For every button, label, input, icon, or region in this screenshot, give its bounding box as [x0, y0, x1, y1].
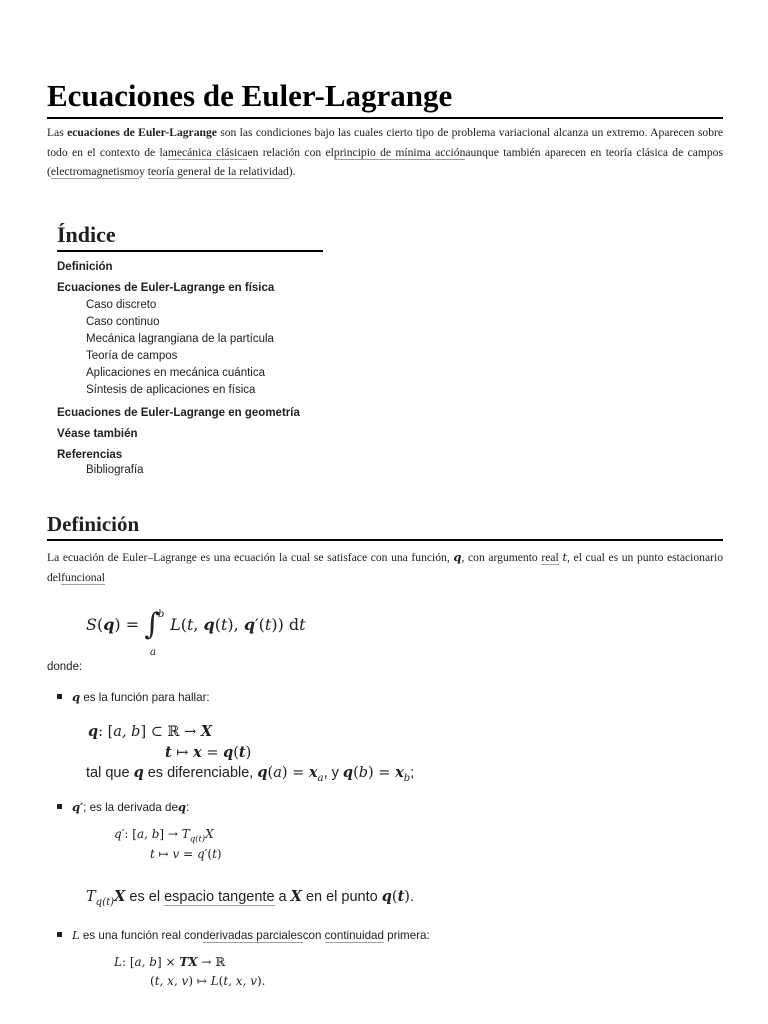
toc-subitem[interactable]: Bibliografía: [86, 464, 144, 476]
table-of-contents: [57, 220, 323, 479]
math-q: q: [177, 800, 187, 814]
definition-paragraph: [47, 547, 723, 588]
intro-bold-term: ecuaciones de Euler-Lagrange: [67, 126, 217, 139]
toc-subitem[interactable]: Mecánica lagrangiana de la partícula: [86, 333, 274, 345]
link-real[interactable]: real: [541, 551, 559, 564]
link-mecanica-clasica[interactable]: mecánica clásica: [167, 145, 248, 159]
toc-subitem[interactable]: Teoría de campos: [86, 350, 178, 362]
toc-item[interactable]: Referencias: [57, 449, 123, 461]
list-item-qprime: [57, 799, 189, 816]
math-L: L: [72, 928, 80, 942]
link-espacio-tangente[interactable]: espacio tangente: [164, 889, 275, 905]
tal-que-text: tal que: [86, 765, 134, 781]
toc-item[interactable]: Véase también: [57, 428, 138, 440]
item-L-text-1: es una función real con: [79, 929, 203, 942]
toc-subitem[interactable]: Aplicaciones en mecánica cuántica: [86, 367, 265, 379]
page-title: Ecuaciones de Euler-Lagrange: [47, 78, 723, 119]
tangent-space-line: $T_{q(t)}X$ es el espacio tangente a X en el punto q(t).: [86, 888, 414, 908]
toc-title: Índice: [57, 220, 323, 252]
math-map-L: L: [a, b] × TX → ℝ: [114, 955, 226, 969]
link-electromagnetismo[interactable]: electromagnetismo: [50, 165, 140, 178]
intro-text-3: en relación con el: [247, 145, 334, 159]
item-q-text: es la función para hallar:: [80, 691, 210, 704]
link-relatividad-general[interactable]: teoría general de la relatividad: [147, 165, 289, 178]
toc-item[interactable]: Ecuaciones de Euler-Lagrange en geometría: [57, 407, 300, 419]
math-q: q: [72, 690, 81, 704]
def-text-2: , con argumento: [461, 551, 542, 564]
intro-text-1: Las: [47, 126, 68, 139]
tal-que-line: tal que q es diferenciable, $q(a) = x_a$, y $q(b) = x_b$;: [86, 764, 415, 784]
toc-item[interactable]: Ecuaciones de Euler-Lagrange en física: [57, 282, 275, 294]
intro-text-6: ).: [288, 165, 296, 178]
item-L-text-2: con: [302, 929, 325, 942]
math-q: q: [453, 550, 462, 564]
toc-subitem[interactable]: Síntesis de aplicaciones en física: [86, 384, 256, 396]
functional-equation: S(q) = ∫ b a L(t, q(t), q′(t)) dt: [86, 607, 306, 658]
math-map-L-rule: (t, x, v) ↦ L(t, x, v).: [150, 974, 266, 988]
link-continuidad[interactable]: continuidad: [324, 929, 384, 942]
list-item-q: [57, 689, 210, 706]
intro-text-5: y: [139, 165, 148, 178]
math-map-q-rule: t ↦ x = q(t): [165, 744, 252, 761]
tal-que-text-3: , y: [323, 765, 343, 781]
tangent-text-3: en el punto: [301, 889, 382, 905]
item-qprime-text: ; es la derivada de: [83, 801, 178, 814]
math-map-qprime: q′: [a, $b] \to T_{q(t)}X$: [114, 827, 214, 844]
math-qprime: q′: [72, 800, 84, 814]
toc-subitem[interactable]: Caso continuo: [86, 316, 160, 328]
tangent-text-4: .: [409, 889, 414, 905]
section-heading-definicion: Definición: [47, 510, 723, 541]
math-t: t: [562, 550, 568, 564]
item-qprime-end: :: [186, 801, 190, 814]
tangent-text-2: a: [274, 889, 291, 905]
bullet-icon: [57, 694, 62, 699]
tangent-text-1: es el: [125, 889, 165, 905]
toc-list: [57, 259, 323, 479]
tal-que-text-4: ;: [410, 765, 415, 781]
intro-paragraph: [47, 123, 723, 182]
link-derivadas-parciales[interactable]: derivadas parciales: [202, 929, 303, 942]
bullet-icon: [57, 804, 62, 809]
math-map-qprime-rule: t ↦ v = q′(t): [150, 847, 222, 861]
tal-que-text-2: es diferenciable,: [143, 765, 258, 781]
toc-item[interactable]: Definición: [57, 261, 113, 273]
math-map-q: q: [a, b] ⊂ ℝ → X: [88, 723, 213, 740]
toc-subitem[interactable]: Caso discreto: [86, 299, 157, 311]
bullet-icon: [57, 932, 62, 937]
item-L-text-3: primera:: [387, 929, 430, 942]
def-text-1: La ecuación de Euler–Lagrange es una ecuación la cual se satisface con una función,: [47, 551, 454, 564]
intro-text-2: son las condiciones bajo las cuales cierto tipo de problema variacional alcanza un extremo. Aparecen sobre todo en el contexto de la: [47, 126, 723, 159]
def-text-3: , el cual es un punto estacionario del: [47, 551, 724, 584]
intro-text-4: aunque también aparecen en teoría clásica de campos (: [47, 145, 723, 178]
link-principio-minima-accion[interactable]: principio de mínima acción: [333, 145, 466, 159]
donde-label: donde:: [47, 661, 83, 673]
list-item-L: [57, 927, 430, 944]
link-funcional[interactable]: funcional: [61, 571, 105, 584]
